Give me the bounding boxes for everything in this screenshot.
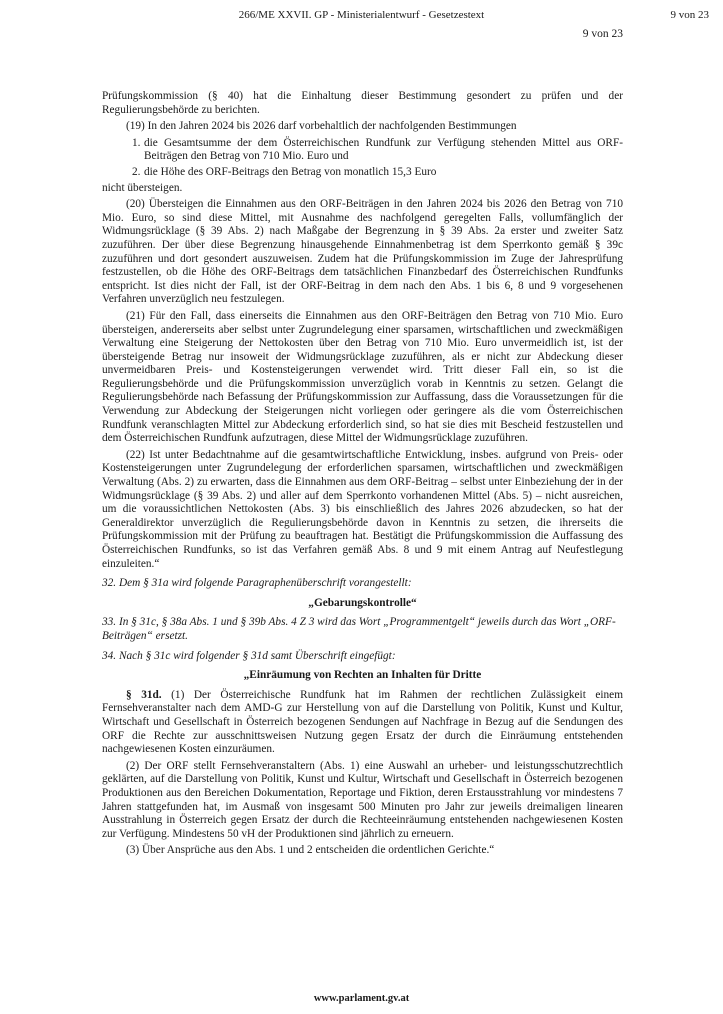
list-item	[132, 137, 623, 164]
paragraph-21: (21) Für den Fall, dass einerseits die Einnahmen aus den ORF-Beiträgen den Betrag von 710 Mio. Euro übersteigen, andererseits aber selbst unter Zugrundelegung einer sparsamen, wirtschaftlichen und zweckmäßigen Verwaltung eine Steigerung der Nettokosten über den Betrag von 710 Mio. Euro unvermeidlich ist, ist der übersteigende Betrag nur insoweit der Widmungsrücklage zuzuführen, als er nicht zur Abdeckung dieser unvermeidbaren Preis- und Kostensteigerungen verwendet wird. Tritt dieser Fall ein, so ist die Regulierungsbehörde und die Prüfungskommission unverzüglich vorab in Kenntnis zu setzen. Gelangt die Regulierungsbehörde nach Befassung der Prüfungskommission zur Auffassung, dass die Voraussetzungen für die Verwendung zur Abdeckung der Steigerungen nicht vorliegen oder geringere als die vom Österreichischen Rundfunk veranschlagten Mittel zur Abdeckung erforderlich sind, so hat sie dies mit Bescheid festzustellen und dem Österreichischen Rundfunk aufzutragen, diese Mittel der Widmungsrücklage zuzuführen.	[102, 309, 623, 445]
heading-gebarungskontrolle: „Gebarungskontrolle“	[308, 596, 417, 609]
section-label: § 31d.	[126, 688, 162, 701]
heading-einraeumung: „Einräumung von Rechten an Inhalten für Dritte	[243, 669, 482, 682]
amendment-32: 32. Dem § 31a wird folgende Paragraphenüberschrift vorangestellt:	[102, 577, 412, 590]
paragraph-19-intro: (19) In den Jahren 2024 bis 2026 darf vorbehaltlich der nachfolgenden Bestimmungen	[126, 120, 517, 133]
amendment-33: 33. In § 31c, § 38a Abs. 1 und § 39b Abs. 4 Z 3 wird das Wort „Programmentgelt“ jeweils durch das Wort „ORF-Beiträgen“ ersetzt.	[102, 616, 616, 642]
section-31d-paragraph-1-text: (1) Der Österreichische Rundfunk hat im Rahmen der rechtlichen Zulässigkeit einem Fernsehveranstalter nach dem AMD-G zur Herstellung von auf die Darstellung von Politik, Kunst und Kultur, Wirtschaft und Gesellschaft in Österreich bezogenen Sendungen auf Nachfrage in Bezug auf die Sendungen des ORF die Rechte zur ausschnittsweisen Nutzung gegen Ersatz der durch die Einräumung entstehenden nachgewiesenen Kosten einzuräumen.	[102, 688, 623, 756]
paragraph-22: (22) Ist unter Bedachtnahme auf die gesamtwirtschaftliche Entwicklung, insbes. aufgrund von Preis- oder Kostensteigerungen unter Zugrundelegung der erforderlichen sparsamen, wirtschaftlichen und zweckmäßigen Verwaltung (Abs. 2) zu erwarten, dass die Einnahmen aus dem ORF-Beitrag – selbst unter Einbeziehung der in der Widmungsrücklage (§ 39 Abs. 2) und aller auf dem Sperrkonto vorhandenen Mittel (Abs. 5) – nicht ausreichen, um die voraussichtlichen Nettokosten (Abs. 3) bis einschließlich des Jahres 2026 abzudecken, so hat der Generaldirektor unverzüglich die Regulierungsbehörde davon in Kenntnis zu setzen, die ihrerseits die Prüfungskommission mit der Prüfung zu beauftragen hat. Bestätigt die Prüfungskommission die Auffassung des Österreichischen Rundfunks, so ist das Verfahren gemäß Abs. 8 und 9 mit einem Antrag auf Neufestlegung einzuleiten.“	[102, 448, 623, 570]
amendment-34: 34. Nach § 31c wird folgender § 31d samt Überschrift eingefügt:	[102, 649, 396, 662]
section-31d-paragraph-1	[102, 689, 623, 757]
section-31d-paragraph-3: (3) Über Ansprüche aus den Abs. 1 und 2 entscheiden die ordentlichen Gerichte.“	[126, 844, 495, 857]
list-item-number: 1.	[132, 136, 141, 149]
footer-url: www.parlament.gv.at	[313, 993, 410, 1004]
page-number: 9 von 23	[582, 28, 623, 40]
document-header-title: 266/ME XXVII. GP - Ministerialentwurf - Gesetzestext	[238, 9, 485, 21]
header-page-indicator: 9 von 23	[670, 9, 709, 21]
paragraph-20: (20) Übersteigen die Einnahmen aus den ORF-Beiträgen in den Jahren 2024 bis 2026 den Betrag von 710 Mio. Euro, so sind diese Mittel, mit Ausnahme des nachfolgend geregelten Falls, vollumfänglich der Widmungsrücklage (§ 39 Abs. 2) nach Maßgabe der Begrenzung in § 39 Abs. 2a erster und zweiter Satz zuzuführen. Der über diese Begrenzung hinausgehende Einnahmenbetrag ist dem Sperrkonto gemäß § 39c zuzuführen und dort gesondert auszuweisen. Zudem hat die Prüfungskommission im Zuge der Jahresprüfung festzustellen, ob die Höhe des ORF-Beitrags dem tatsächlichen Finanzbedarf des Österreichischen Rundfunks entspricht. Ist dies nicht der Fall, ist der ORF-Beitrag in dem nach den Abs. 1 bis 6, 8 und 9 vorgesehenen Verfahren unverzüglich neu festzulegen.	[102, 198, 623, 306]
list-item-number: 2.	[132, 165, 141, 178]
section-31d-paragraph-2: (2) Der ORF stellt Fernsehveranstaltern (Abs. 1) eine Auswahl an urheber- und leistungsschutzrechtlich geklärten, auf die Darstellung von Politik, Kunst und Kultur, Wirtschaft und Gesellschaft in Österreich bezogenen Produktionen aus den Bereichen Dokumentation, Reportage und Fiktion, deren Erstausstrahlung vor mindestens 7 Jahren stattgefunden hat, im Ausmaß von insgesamt 500 Minuten pro Jahr zur jeweils dreimaligen linearen Ausstrahlung in Österreich gegen Ersatz der durch die Rechteeinräumung entstehenden nachgewiesenen Kosten zur Verfügung. Mindestens 50 vH der Produktionen sind jährlich zu erneuern.	[102, 759, 623, 840]
list-item	[132, 166, 623, 180]
list-item-text: die Höhe des ORF-Beitrags den Betrag von monatlich 15,3 Euro	[144, 165, 437, 178]
document-body	[102, 90, 623, 861]
list-item-text: die Gesamtsumme der dem Österreichischen Rundfunk zur Verfügung stehenden Mittel aus ORF-Beiträgen den Betrag von 710 Mio. Euro und	[144, 136, 623, 163]
paragraph-continuation: Prüfungskommission (§ 40) hat die Einhaltung dieser Bestimmung gesondert zu prüfen und der Regulierungsbehörde zu berichten.	[102, 90, 623, 116]
paragraph-19-end: nicht übersteigen.	[102, 181, 183, 194]
